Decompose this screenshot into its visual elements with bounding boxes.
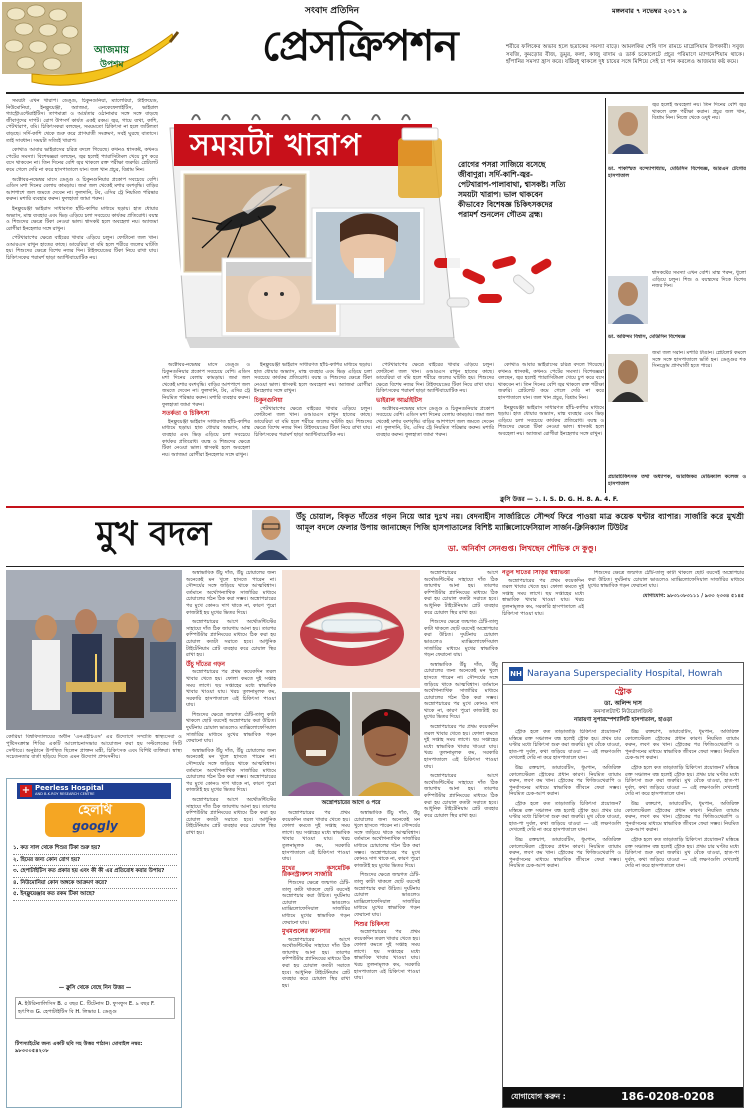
mukh-intro: উঁচু চোয়াল, বিকৃত দাঁতের গড়ন নিয়ে আর দুঃখ নয়। বেদনাহীন সার্জারিতে সৌন্দর্য ফিরে পাওয়া মাত্র কয়েক ঘণ্টার ব্যাপার। সার্জারি করে মুখশ্রী আমূল বদলে ফেলার উপায় জানাচ্ছেন পিজি হাসপাতালের বিশিষ্ট ম্যাক্সিলোফেসিয়াল সার্জন-ক্লিনিক্যাল টিউটর: [296, 512, 744, 532]
mukh-doctor-photo: [252, 510, 290, 560]
quiz-questions: [13, 843, 177, 901]
quiz-logo: [45, 803, 145, 837]
article-col-2-text2: ইনফ্লুয়েঞ্জা ভাইরাস সাধারণত হাঁচি-কাশির মাধ্যমে ছড়ায়। হাত ধোয়ার অভ্যাস, মাস্ক ব্যবহার এবং ভিড় এড়িয়ে চলা সবচেয়ে কার্যকর প্রতিরোধ। বয়স্ক ও শিশুদের ক্ষেত্রে টিকা নেওয়া ভাল। শ্বাসকষ্ট হলে অবহেলা নয়। অ্যাজমা রোগীরা ইনহেলার সঙ্গে রাখুন।: [162, 418, 250, 458]
article-col-4-text2: অক্টোবর-নভেম্বর মাসে ডেঙ্গু ও চিকুনগুনিয়ার প্রকোপ সবচেয়ে বেশি। এডিস মশা দিনের বেলায় কামড়ায়। জমা জল থেকেই মশার বংশবৃদ্ধি। বাড়ির আশপাশে জল জমতে দেবেন না। ফুলদানি, টব, এসির ট্রে নিয়মিত পরিষ্কার করুন। মশারি ব্যবহার করুন। ফুলহাতা জামা পরুন।: [376, 405, 494, 438]
mukh-col-6: [588, 570, 744, 658]
page-title: প্রেসক্রিপশন: [262, 21, 458, 70]
teaser-image: [2, 2, 180, 92]
quiz-question-4: ৪. নিউমোনিয়া কোন অঙ্গকে আক্রমণ করে?: [13, 878, 177, 890]
narayana-col-2-text: উচ্চ রক্তচাপ, ডায়াবেটিস, ধূমপান, অতিরিক্ত কোলেস্টেরল স্ট্রোকের প্রধান কারণ। নিয়মিত ব্যায়াম করুন, লবণ কম খান। স্ট্রোকের পর ফিজিওথেরাপি ও পুনর্বাসনের মাধ্যমে স্বাভাবিক জীবনে ফেরা সম্ভব। নিয়মিত চেক-আপ করান।: [625, 729, 739, 762]
mukh-subhead-3: নতুন দাতের সিঁড়ির স্বপ্নভিত্তা: [502, 570, 570, 576]
article-col-5: [498, 362, 604, 493]
mukh-contact: যোগাযোগ: ৯৮৩১০৮৩১১১ / ৯৩৩ ২৩৩৪ ৫১৪৫: [642, 592, 744, 599]
masthead: [0, 0, 750, 92]
hospital-cross-icon: +: [21, 785, 31, 796]
doctor-3-text: জমা জল সরান। মশারি টাঙান। প্লেটলেট কমলে সঙ্গে সঙ্গে হাসপাতালে ভর্তি হন। ডেঙ্গুর শক সিনড্রোম প্রাণঘাতী হতে পারে।: [652, 350, 746, 370]
mukh-col-1-text3: অস্ত্রোপচারের পর প্রথম কয়েকদিন তরল খাবার খেতে হয়। ফোলা কমতে দুই সপ্তাহ সময় লাগে। ছয় সপ্তাহের মধ্যে স্বাভাবিক খাবার খাওয়া যায়। খরচ তুলনামূলক কম, সরকারি হাসপাতালে এই চিকিৎসা পাওয়া যায়।: [186, 669, 276, 709]
narayana-logo-icon: NH: [509, 667, 523, 681]
mukh-col-1: [186, 570, 276, 1108]
subhead-2: চিকুনগুনিয়া: [254, 396, 283, 404]
quiz-footer: টিপস্যাইটের জন্য একটি ছবি সহ উত্তর পাঠান। মোবাইল নম্বর: ৯৮৩৩০৫৪২০৮: [15, 1041, 143, 1054]
mukh-col-3-text2: শিশুদের ক্ষেত্রে জন্মগত ঠোঁট-তালু কাটা থাকলে ছোট বয়সেই অস্ত্রোপচার করা উচিত। দুর্ঘটনায় চোয়াল ভাঙলেও ম্যাক্সিলোফেসিয়াল সার্জারির মাধ্যমে মুখের স্বাভাবিক গড়ন ফেরানো যায়।: [354, 872, 420, 918]
narayana-col-1: [509, 729, 621, 1069]
event-photo: [6, 570, 182, 730]
narayana-col-2-text3: উচ্চ রক্তচাপ, ডায়াবেটিস, ধূমপান, অতিরিক্ত কোলেস্টেরল স্ট্রোকের প্রধান কারণ। নিয়মিত ব্যায়াম করুন, লবণ কম খান। স্ট্রোকের পর ফিজিওথেরাপি ও পুনর্বাসনের মাধ্যমে স্বাভাবিক জীবনে ফেরা সম্ভব। নিয়মিত চেক-আপ করান।: [625, 800, 739, 834]
article-col-4-text: পেটখারাপের ক্ষেত্রে বাইরের খাবার এড়িয়ে চলুন। ফোটানো জল খান। ওআরএস রাখুন হাতের কাছে। ডায়েরিয়া বা বমি হলে শরীরে জলের ঘাটতি হয়। শিশুদের ক্ষেত্রে বিশেষ নজর দিন। টাইফয়েডের টিকা নিয়ে রাখা যায়। চিকিৎসকের পরামর্শ ছাড়া অ্যান্টিবায়োটিক নয়।: [376, 362, 494, 395]
mukh-col-1-text4: শিশুদের ক্ষেত্রে জন্মগত ঠোঁট-তালু কাটা থাকলে ছোট বয়সেই অস্ত্রোপচার করা উচিত। দুর্ঘটনায় চোয়াল ভাঙলেও ম্যাক্সিলোফেসিয়াল সার্জারির মাধ্যমে মুখের স্বাভাবিক গড়ন ফেরানো যায়।: [186, 711, 276, 745]
article-col-5-text2: ইনফ্লুয়েঞ্জা ভাইরাস সাধারণত হাঁচি-কাশির মাধ্যমে ছড়ায়। হাত ধোয়ার অভ্যাস, মাস্ক ব্যবহার এবং ভিড় এড়িয়ে চলা সবচেয়ে কার্যকর প্রতিরোধ। বয়স্ক ও শিশুদের ক্ষেত্রে টিকা নেওয়া ভাল। শ্বাসকষ্ট হলে অবহেলা নয়। অ্যাজমা রোগীরা ইনহেলার সঙ্গে রাখুন।: [498, 404, 604, 437]
event-caption: কোরিয়া বিশ্ববিদ্যালয়ের অধীন 'এনএইচিএস' এর উদ্যোগে সম্প্রতি স্বাস্থ্যসেবা ও পুষ্টিসংক্রান্ত শিবির একটি আলোচনাসভার আয়োজন করা হয় সল্টলেকের সিটি সেন্টারে। অনুষ্ঠানে উপস্থিত ছিলেন প্রাক্তন মন্ত্রী, চিকিৎসক এবং বিশিষ্ট ব্যক্তিরা। স্বাস্থ্য সচেতনতার বার্তা ছড়িয়ে দিতে এমন উদ্যোগ প্রশংসনীয়।: [6, 734, 182, 761]
mukh-col-2-text: অস্ত্রোপচারের পর প্রথম কয়েকদিন তরল খাবার খেতে হয়। ফোলা কমতে দুই সপ্তাহ সময় লাগে। ছয় সপ্তাহের মধ্যে স্বাভাবিক খাবার খাওয়া যায়। খরচ তুলনামূলক কম, সরকারি হাসপাতালে এই চিকিৎসা পাওয়া যায়।: [282, 810, 350, 863]
article-col-1b-text: কোথাও আবার ভাইরাসের চরিত্র বদলে গিয়েছে। কখনও শ্বাসকষ্ট, কখনও পেটের সমস্যা। বিশেষজ্ঞরা বলছেন, জ্বর হলেই প্যারাসিটামল খেয়ে চুপ করে বসে থাকবেন না। তিন দিনের বেশি জ্বর থাকলে রক্ত পরীক্ষা জরুরি। প্লেটলেট কমে গেলে দেরি না করে হাসপাতালে যান। জল খান প্রচুর, বিশ্রাম নিন।: [6, 147, 158, 173]
brand-small: সংবাদ প্রতিদিন: [305, 6, 360, 16]
narayana-col-1-text3: স্ট্রোক হলে কত তাড়াতাড়ি চিকিৎসা প্রয়োজন? মস্তিষ্কে রক্ত সঞ্চালন বন্ধ হলেই স্ট্রোক হয়। প্রথম চার ঘণ্টার মধ্যে চিকিৎসা শুরু করা জরুরি। মুখ বেঁকে যাওয়া, হাত-পা দুর্বল, কথা জড়িয়ে যাওয়া — এই লক্ষণগুলি দেখলেই দেরি না করে হাসপাতালে যান।: [509, 800, 621, 834]
article-col-1-text-repeat3: পেটখারাপের ক্ষেত্রে বাইরের খাবার এড়িয়ে চলুন। ফোটানো জল খান। ওআরএস রাখুন হাতের কাছে। ডায়েরিয়া বা বমি হলে শরীরে জলের ঘাটতি হয়। শিশুদের ক্ষেত্রে বিশেষ নজর দিন। টাইফয়েডের টিকা নিয়ে রাখা যায়। চিকিৎসকের পরামর্শ ছাড়া অ্যান্টিবায়োটিক নয়।: [6, 235, 158, 262]
article-col-2-text: অক্টোবর-নভেম্বর মাসে ডেঙ্গু ও চিকুনগুনিয়ার প্রকোপ সবচেয়ে বেশি। এডিস মশা দিনের বেলায় কামড়ায়। জমা জল থেকেই মশার বংশবৃদ্ধি। বাড়ির আশপাশে জল জমতে দেবেন না। ফুলদানি, টব, এসির ট্রে নিয়মিত পরিষ্কার করুন। মশারি ব্যবহার করুন। ফুলহাতা জামা পরুন।: [162, 362, 250, 408]
narayana-header: [503, 663, 743, 685]
mukh-col-5-text: অস্ত্রোপচারের পর প্রথম কয়েকদিন তরল খাবার খেতে হয়। ফোলা কমতে দুই সপ্তাহ সময় লাগে। ছয় সপ্তাহের মধ্যে স্বাভাবিক খাবার খাওয়া যায়। খরচ তুলনামূলক কম, সরকারি হাসপাতালে এই চিকিৎসা পাওয়া যায়।: [502, 577, 584, 617]
doctor-1-name: ডা. শাকস্মিত বন্দ্যোপাধ্যায়, মেডিসিন বিশেষজ্ঞ, আরএন টেগোর হাসপাতাল: [608, 166, 746, 179]
mukh-col-2-text3: অস্ত্রোপচারের আগে অর্থোডন্টিস্টের সাহায্যে দাঁত ঠিক জায়গায় আনা হয়। তারপর কম্পিউটার প্ল্যানিংয়ের মাধ্যমে ঠিক করা হয় চোয়াল কতটা সরাতে হবে। আধুনিক টাইটেনিয়াম প্লেট ব্যবহার করে চোয়াল স্থির রাখা হয়।: [282, 936, 350, 989]
mukh-col-6-text: শিশুদের ক্ষেত্রে জন্মগত ঠোঁট-তালু কাটা থাকলে ছোট বয়সেই অস্ত্রোপচার করা উচিত। দুর্ঘটনায় চোয়াল ভাঙলেও ম্যাক্সিলোফেসিয়াল সার্জারির মাধ্যমে মুখের স্বাভাবিক গড়ন ফেরানো যায়।: [588, 570, 744, 590]
doctor-2-name: ডা. অরিন্দম বিশ্বাস, মেডিসিন বিশেষজ্ঞ: [608, 334, 686, 340]
mukh-col-1-text6: অস্ত্রোপচারের আগে অর্থোডন্টিস্টের সাহায্যে দাঁত ঠিক জায়গায় আনা হয়। তারপর কম্পিউটার প্ল্যানিংয়ের মাধ্যমে ঠিক করা হয় চোয়াল কতটা সরাতে হবে। আধুনিক টাইটেনিয়াম প্লেট ব্যবহার করে চোয়াল স্থির রাখা হয়।: [186, 797, 276, 836]
narayana-doctor: ডা. অলিন্দ দাস: [604, 700, 642, 707]
mukh-col-4-text: অস্ত্রোপচারের আগে অর্থোডন্টিস্টের সাহায্যে দাঁত ঠিক জায়গায় আনা হয়। তারপর কম্পিউটার প্ল্যানিংয়ের মাধ্যমে ঠিক করা হয় চোয়াল কতটা সরাতে হবে। আধুনিক টাইটেনিয়াম প্লেট ব্যবহার করে চোয়াল স্থির রাখা হয়।: [424, 570, 498, 616]
narayana-contact-number: 186-0208-0208: [621, 1090, 715, 1103]
quiz-answer-title: — ক্লুসি থেকে বেছে নিন উত্তর —: [58, 985, 132, 991]
quiz-answers: A. ইউরিন্যালিসিস B. ৫ বছর C. টিটেনাস D. ফুসফুস E. ৯ বছর F. হৃৎপিণ্ড G. হেপাটাইটিস বি H. লিভার I. ডেঙ্গু: [15, 997, 175, 1019]
quiz-logo-bottom: googly: [72, 819, 118, 833]
article-col-1-text-repeat: অক্টোবর-নভেম্বর মাসে ডেঙ্গু ও চিকুনগুনিয়ার প্রকোপ সবচেয়ে বেশি। এডিস মশা দিনের বেলায় কামড়ায়। জমা জল থেকেই মশার বংশবৃদ্ধি। বাড়ির আশপাশে জল জমতে দেবেন না। ফুলদানি, টব, এসির ট্রে নিয়মিত পরিষ্কার করুন। মশারি ব্যবহার করুন। ফুলহাতা জামা পরুন।: [6, 176, 158, 203]
narayana-col-2-text4: স্ট্রোক হলে কত তাড়াতাড়ি চিকিৎসা প্রয়োজন? মস্তিষ্কে রক্ত সঞ্চালন বন্ধ হলেই স্ট্রোক হয়। প্রথম চার ঘণ্টার মধ্যে চিকিৎসা শুরু করা জরুরি। মুখ বেঁকে যাওয়া, হাত-পা দুর্বল, কথা জড়িয়ে যাওয়া — এই লক্ষণগুলি দেখলেই দেরি না করে হাসপাতালে যান।: [625, 836, 739, 870]
quiz-hospital-sub: AND B.K.ROY RESEARCH CENTRE: [35, 792, 95, 796]
mukh-col-1-text5: অস্বাভাবিক উঁচু দাঁত, উঁচু চোয়ালের জন্য অনেকেই মন খুলে হাসতে পারেন না। সৌন্দর্যের সঙ্গে জড়িয়ে থাকে আত্মবিশ্বাস। বর্তমানে অর্থোগন্যাথিক সার্জারির মাধ্যমে চোয়ালের গঠন ঠিক করা সম্ভব। অস্ত্রোপচারের পর মুখে কোনও দাগ থাকে না, কারণ পুরো কাজটাই হয় মুখের ভিতর দিয়ে।: [186, 747, 276, 794]
narayana-contact-label: যোগাযোগ করুন :: [511, 1092, 566, 1101]
cover-graphic: [162, 98, 570, 358]
mukh-col-2: [282, 810, 350, 1108]
quiz-logo-top: হেলথি: [78, 803, 112, 818]
narayana-contact-bar[interactable]: [503, 1087, 743, 1107]
teeth-photo: [282, 570, 420, 688]
mukh-col-1-text2: অস্ত্রোপচারের আগে অর্থোডন্টিস্টের সাহায্যে দাঁত ঠিক জায়গায় আনা হয়। তারপর কম্পিউটার প্ল্যানিংয়ের মাধ্যমে ঠিক করা হয় চোয়াল কতটা সরাতে হবে। আধুনিক টাইটেনিয়াম প্লেট ব্যবহার করে চোয়াল স্থির রাখা হয়।: [186, 619, 276, 659]
narayana-hospital-bn: নারায়ণা সুপারস্পেশ্যালিটি হাসপাতাল, হাওড়া: [573, 717, 673, 723]
masthead-divider: [6, 92, 744, 94]
article-col-3: [254, 362, 372, 493]
article-col-1-text-repeat2: ইনফ্লুয়েঞ্জা ভাইরাস সাধারণত হাঁচি-কাশির মাধ্যমে ছড়ায়। হাত ধোয়ার অভ্যাস, মাস্ক ব্যবহার এবং ভিড় এড়িয়ে চলা সবচেয়ে কার্যকর প্রতিরোধ। বয়স্ক ও শিশুদের ক্ষেত্রে টিকা নেওয়া ভাল। শ্বাসকষ্ট হলে অবহেলা নয়। অ্যাজমা রোগীরা ইনহেলার সঙ্গে রাখুন।: [6, 205, 158, 232]
subhead-1: সতর্কতা ও চিকিৎসা: [162, 410, 210, 418]
mukh-col-4-text5: অস্ত্রোপচারের আগে অর্থোডন্টিস্টের সাহায্যে দাঁত ঠিক জায়গায় আনা হয়। তারপর কম্পিউটার প্ল্যানিংয়ের মাধ্যমে ঠিক করা হয় চোয়াল কতটা সরাতে হবে। আধুনিক টাইটেনিয়াম প্লেট ব্যবহার করে চোয়াল স্থির রাখা হয়।: [424, 773, 498, 819]
mukh-subhead-5: শিশুর চিকিৎসা: [354, 920, 390, 928]
article-col-5-text: কোথাও আবার ভাইরাসের চরিত্র বদলে গিয়েছে। কখনও শ্বাসকষ্ট, কখনও পেটের সমস্যা। বিশেষজ্ঞরা বলছেন, জ্বর হলেই প্যারাসিটামল খেয়ে চুপ করে বসে থাকবেন না। তিন দিনের বেশি জ্বর থাকলে রক্ত পরীক্ষা জরুরি। প্লেটলেট কমে গেলে দেরি না করে হাসপাতালে যান। জল খান প্রচুর, বিশ্রাম নিন।: [498, 362, 604, 401]
quiz-header: [17, 783, 171, 799]
doctor-2-text: শ্বাসকষ্টের সমস্যা এখন বেশি। মাস্ক পরুন, ধুলো এড়িয়ে চলুন। শিশু ও বয়স্কদের দিকে বিশেষ নজর দিন।: [652, 270, 746, 290]
article-col-2: [162, 362, 250, 493]
cover-intro: রোগের পসরা সাজিয়ে বসেছে জীবাণুরা। সর্দি-কাশি-জ্বর-পেটখারাপ-পালাবাথা, শ্বাসকষ্ট। সত্যি সময়টা খারাপ। ভাল থাকবেন কীভাবে? বিশেষজ্ঞ চিকিৎসকদের পরামর্শ শুনলেন গৌতম ব্রহ্ম।: [458, 160, 566, 219]
mukh-col-4: [424, 570, 498, 1108]
section-divider-1: [6, 506, 744, 508]
teaser-text: শরীরে ফলিকের অভাব হলে ছত্রাকের সমস্যা বাড়ে। আমলকির শেষি দাস রামচে মাগ্নেসিয়াম উপকারী। সবুজ সবজি, কুমড়োর বীজ, ডুমুর, কলা, কাজু বাদাম ও ডার্ক চকোলেটে প্রচুর পরিমাণে ম্যাগনেশিয়াম থাকে। হাঁপানির সমস্যা হ্রাস করে। যষ্টিমধু থাকলে দুধ চায়ের সঙ্গে মিশিয়ে সেই চা পান করলেও আজমার কষ্ট কমে।: [506, 44, 744, 66]
subhead-3: ভাইরাল আর্থ্রাইটিস: [376, 396, 423, 404]
mukh-col-4-text4: অস্ত্রোপচারের পর প্রথম কয়েকদিন তরল খাবার খেতে হয়। ফোলা কমতে দুই সপ্তাহ সময় লাগে। ছয় সপ্তাহের মধ্যে স্বাভাবিক খাবার খাওয়া যায়। খরচ তুলনামূলক কম, সরকারি হাসপাতালে এই চিকিৎসা পাওয়া যায়।: [424, 724, 498, 770]
article-col-3-text2: পেটখারাপের ক্ষেত্রে বাইরের খাবার এড়িয়ে চলুন। ফোটানো জল খান। ওআরএস রাখুন হাতের কাছে। ডায়েরিয়া বা বমি হলে শরীরে জলের ঘাটতি হয়। শিশুদের ক্ষেত্রে বিশেষ নজর দিন। টাইফয়েডের টিকা নিয়ে রাখা যায়। চিকিৎসকের পরামর্শ ছাড়া অ্যান্টিবায়োটিক নয়।: [254, 405, 372, 438]
article-col-3-text: ইনফ্লুয়েঞ্জা ভাইরাস সাধারণত হাঁচি-কাশির মাধ্যমে ছড়ায়। হাত ধোয়ার অভ্যাস, মাস্ক ব্যবহার এবং ভিড় এড়িয়ে চলা সবচেয়ে কার্যকর প্রতিরোধ। বয়স্ক ও শিশুদের ক্ষেত্রে টিকা নেওয়া ভাল। শ্বাসকষ্ট হলে অবহেলা নয়। অ্যাজমা রোগীরা ইনহেলার সঙ্গে রাখুন।: [254, 362, 372, 395]
mukh-title: মুখ বদল: [96, 514, 212, 554]
mukh-byline: ডা. অনির্বাণ সেনগুপ্ত। লিখছেন শৌভিক দে কুণ্ডু।: [448, 544, 597, 553]
before-photo: [282, 692, 350, 796]
narayana-doctor-role: কনসালট্যান্ট নিউরোলজিস্ট: [593, 709, 653, 715]
narayana-col-2-text2: স্ট্রোক হলে কত তাড়াতাড়ি চিকিৎসা প্রয়োজন? মস্তিষ্কে রক্ত সঞ্চালন বন্ধ হলেই স্ট্রোক হয়। প্রথম চার ঘণ্টার মধ্যে চিকিৎসা শুরু করা জরুরি। মুখ বেঁকে যাওয়া, হাত-পা দুর্বল, কথা জড়িয়ে যাওয়া — এই লক্ষণগুলি দেখলেই দেরি না করে হাসপাতালে যান।: [625, 764, 739, 798]
narayana-col-1-text2: উচ্চ রক্তচাপ, ডায়াবেটিস, ধূমপান, অতিরিক্ত কোলেস্টেরল স্ট্রোকের প্রধান কারণ। নিয়মিত ব্যায়াম করুন, লবণ কম খান। স্ট্রোকের পর ফিজিওথেরাপি ও পুনর্বাসনের মাধ্যমে স্বাভাবিক জীবনে ফেরা সম্ভব। নিয়মিত চেক-আপ করান।: [509, 764, 621, 798]
date-line: মঙ্গলবার ৭ নভেম্বর ২০১৭ ৯: [612, 7, 687, 15]
quiz-hospital-name: Peerless Hospital: [35, 784, 104, 792]
mukh-subhead-4: মুখমণ্ডলের ক্যানসার: [282, 928, 331, 936]
teaser-sub: উপশম: [100, 60, 124, 70]
teaser-label: আজমায়: [94, 45, 129, 56]
article-col-1-text: সময়টা এখন খারাপ। ডেঙ্গু, চিকুনগুনিয়া, ম্যালেরিয়া, টাইফয়েড, নিউমোনিয়া, ইনফ্লুয়েঞ্জা, অ্যাজমা, এনকেফেলাইটিস, ভাইরাল গ্যাস্ট্রোএন্টেরাইটিস। তাপমাত্রা ও আর্দ্রতার ওঠানামার সঙ্গে সঙ্গে বাড়ছে জীবাণুদের দাপট। রোগ উপসর্গ কার্যত একই রকম। জ্বর, গায়ে ব্যথা, কাশি, পেটখারাপ, বমি। চিকিৎসকরা বলছেন, সময়মতো চিকিৎসা না হলে জটিলতা বাড়ছে। সর্দি-কাশি থেকে শুরু করে প্রাণঘাতী সংক্রমণ, সবই ঘুরছে বাতাসে। তাই সাবধান। সময়টা সত্যিই খারাপ।: [6, 98, 158, 144]
doctor-photo-1: [608, 106, 648, 154]
narayana-topic: স্ট্রোক: [614, 687, 632, 696]
mukh-col-3: [354, 810, 420, 1108]
doctor-column: [608, 98, 746, 493]
doctor-photo-3: [608, 354, 648, 402]
article-col-1: [6, 98, 158, 493]
quiz-question-2: ২. হিমের জন্য কোন রোগ হয়?: [13, 855, 177, 867]
mukh-subhead-2: মুখের কসমেটিক রিকনস্ট্রাকশন সার্জারি: [282, 864, 350, 879]
mukh-subhead-1: উঁচু দাঁতের গড়ন: [186, 660, 225, 668]
doctor-3-name: প্রচারচিকিৎসক তথা অধ্যাপক, আরজিকর মেডিক্যাল কলেজ ও হাসপাতাল: [608, 474, 746, 487]
quiz-box: [6, 778, 182, 1108]
doctor-photo-2: [608, 276, 648, 324]
quiz-question-1: ১. কত সাল থেকে শিশুর টিকা শুরু হয়?: [13, 843, 177, 855]
mukh-col-3-text3: অস্ত্রোপচারের পর প্রথম কয়েকদিন তরল খাবার খেতে হয়। ফোলা কমতে দুই সপ্তাহ সময় লাগে। ছয় সপ্তাহের মধ্যে স্বাভাবিক খাবার খাওয়া যায়। খরচ তুলনামূলক কম, সরকারি হাসপাতালে এই চিকিৎসা পাওয়া যায়।: [354, 929, 420, 982]
quiz-question-5: ৫. ইনফ্লুয়েঞ্জার কত রকম টিকা আছে?: [13, 889, 177, 901]
narayana-col-2: [625, 729, 739, 1069]
cover-headline: সময়টা খারাপ: [190, 128, 362, 163]
narayana-box: [502, 662, 744, 1108]
doctor-1-text: জ্বর হলেই অবহেলা নয়। তিন দিনের বেশি জ্বর থাকলে রক্ত পরীক্ষা করান। প্রচুর জল খান, বিশ্রাম নিন। নিজে থেকে ওষুধ নয়।: [652, 102, 746, 122]
photo-caption: অস্ত্রোপচারের আগে ও পরে: [321, 800, 381, 806]
mukh-col-2-text2: শিশুদের ক্ষেত্রে জন্মগত ঠোঁট-তালু কাটা থাকলে ছোট বয়সেই অস্ত্রোপচার করা উচিত। দুর্ঘটনায় চোয়াল ভাঙলেও ম্যাক্সিলোফেসিয়াল সার্জারির মাধ্যমে মুখের স্বাভাবিক গড়ন ফেরানো যায়।: [282, 879, 350, 926]
narayana-col-1-text: স্ট্রোক হলে কত তাড়াতাড়ি চিকিৎসা প্রয়োজন? মস্তিষ্কে রক্ত সঞ্চালন বন্ধ হলেই স্ট্রোক হয়। প্রথম চার ঘণ্টার মধ্যে চিকিৎসা শুরু করা জরুরি। মুখ বেঁকে যাওয়া, হাত-পা দুর্বল, কথা জড়িয়ে যাওয়া — এই লক্ষণগুলি দেখলেই দেরি না করে হাসপাতালে যান।: [509, 729, 621, 762]
mukh-col-4-text3: অস্বাভাবিক উঁচু দাঁত, উঁচু চোয়ালের জন্য অনেকেই মন খুলে হাসতে পারেন না। সৌন্দর্যের সঙ্গে জড়িয়ে থাকে আত্মবিশ্বাস। বর্তমানে অর্থোগন্যাথিক সার্জারির মাধ্যমে চোয়ালের গঠন ঠিক করা সম্ভব। অস্ত্রোপচারের পর মুখে কোনও দাগ থাকে না, কারণ পুরো কাজটাই হয় মুখের ভিতর দিয়ে।: [424, 661, 498, 721]
after-photo: [352, 692, 420, 796]
quiz-answer-line: ক্লুসি উত্তর — ১. I. S. D. G. H. 8. A. 4. F.: [500, 496, 619, 503]
doctor-col-divider: [605, 98, 606, 493]
mukh-col-4-text2: শিশুদের ক্ষেত্রে জন্মগত ঠোঁট-তালু কাটা থাকলে ছোট বয়সেই অস্ত্রোপচার করা উচিত। দুর্ঘটনায় চোয়াল ভাঙলেও ম্যাক্সিলোফেসিয়াল সার্জারির মাধ্যমে মুখের স্বাভাবিক গড়ন ফেরানো যায়।: [424, 619, 498, 659]
mukh-col-5: [502, 570, 584, 658]
narayana-name: Narayana Superspeciality Hospital, Howrah: [527, 669, 723, 679]
mukh-col-1-text: অস্বাভাবিক উঁচু দাঁত, উঁচু চোয়ালের জন্য অনেকেই মন খুলে হাসতে পারেন না। সৌন্দর্যের সঙ্গে জড়িয়ে থাকে আত্মবিশ্বাস। বর্তমানে অর্থোগন্যাথিক সার্জারির মাধ্যমে চোয়ালের গঠন ঠিক করা সম্ভব। অস্ত্রোপচারের পর মুখে কোনও দাগ থাকে না, কারণ পুরো কাজটাই হয় মুখের ভিতর দিয়ে।: [186, 570, 276, 616]
section-divider-2: [6, 566, 744, 567]
quiz-question-3: ৩. হেপাটাইটিস কত প্রকার হয় এবং কী কী এর প্রতিরোধ করার উপায়?: [13, 866, 177, 878]
mukh-col-3-text: অস্বাভাবিক উঁচু দাঁত, উঁচু চোয়ালের জন্য অনেকেই মন খুলে হাসতে পারেন না। সৌন্দর্যের সঙ্গে জড়িয়ে থাকে আত্মবিশ্বাস। বর্তমানে অর্থোগন্যাথিক সার্জারির মাধ্যমে চোয়ালের গঠন ঠিক করা সম্ভব। অস্ত্রোপচারের পর মুখে কোনও দাগ থাকে না, কারণ পুরো কাজটাই হয় মুখের ভিতর দিয়ে।: [354, 810, 420, 869]
narayana-col-1-text4: উচ্চ রক্তচাপ, ডায়াবেটিস, ধূমপান, অতিরিক্ত কোলেস্টেরল স্ট্রোকের প্রধান কারণ। নিয়মিত ব্যায়াম করুন, লবণ কম খান। স্ট্রোকের পর ফিজিওথেরাপি ও পুনর্বাসনের মাধ্যমে স্বাভাবিক জীবনে ফেরা সম্ভব। নিয়মিত চেক-আপ করান।: [509, 836, 621, 870]
article-col-4: [376, 362, 494, 493]
